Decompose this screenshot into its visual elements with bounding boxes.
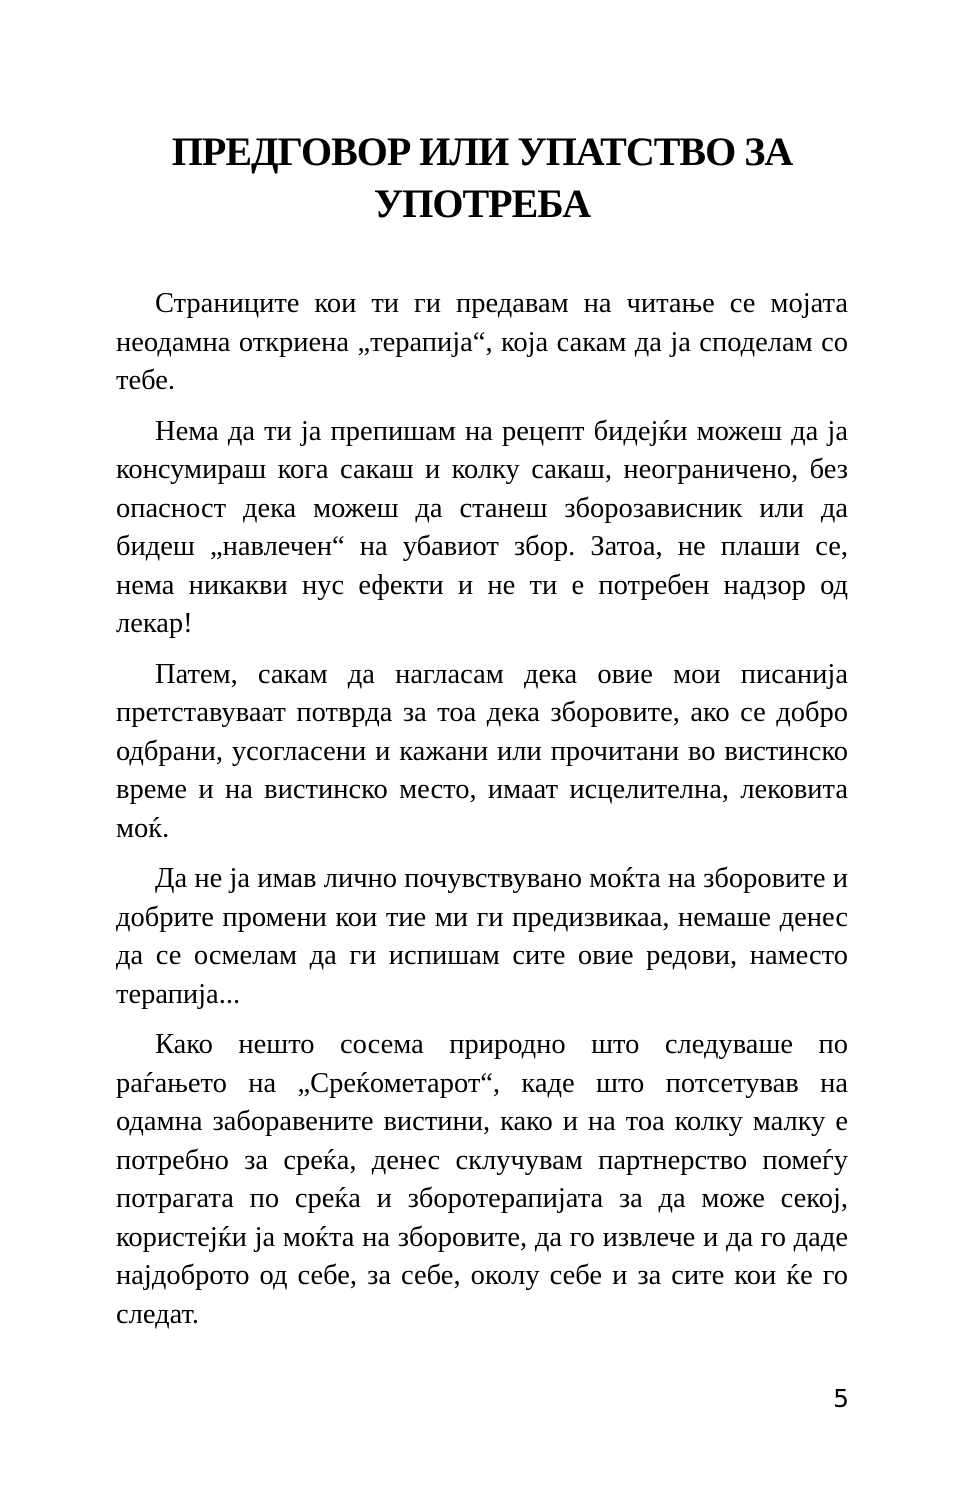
page-title: ПРЕДГОВОР ИЛИ УПАТСТВО ЗА УПОТРЕБА <box>171 129 793 226</box>
paragraph-1: Страниците кои ти ги предавам на читање се мојата неодамна откриена „терапија“, која сакам да ја споделам со тебе. <box>116 288 848 396</box>
paragraph-3: Патем, сакам да нагласам дека овие мои писанија претставуваат потврда за тоа дека зборовите, ако се добро одбрани, усогласени и кажани или прочитани во вистинско време и на вистинско место, имаат исцелителна, лековита моќ. <box>116 658 848 844</box>
body-text <box>116 285 848 1346</box>
paragraph-4: Да не ја имав лично почувствувано моќта на зборовите и добрите промени кои тие ми ги предизвикаа, немаше денес да се осмелам да ги испишам сите овие редови, наместо терапија... <box>116 863 848 1010</box>
page-number: 5 <box>833 1384 849 1413</box>
paragraph-2: Нема да ти ја препишам на рецепт бидејќи можеш да ја консумираш кога сакаш и колку сакаш, неограничено, без опасност дека можеш да станеш зборозависник или да бидеш „навлечен“ на убавиот збор. Затоа, не плаши се, нема никакви нус ефекти и не ти е потребен надзор од лекар! <box>116 415 848 639</box>
paragraph-5: Како нешто сосема природно што следуваше по раѓањето на „Среќометарот“, каде што потсетував на одамна заборавените вистини, како и на тоа колку малку е потребно за среќа, денес склучувам партнерство помеѓу потрагата по среќа и зборотерапијата за да може секој, користејќи ја моќта на зборовите, да го извлече и да го даде најдоброто од себе, за себе, околу себе и за сите кои ќе го следат. <box>116 1029 848 1330</box>
